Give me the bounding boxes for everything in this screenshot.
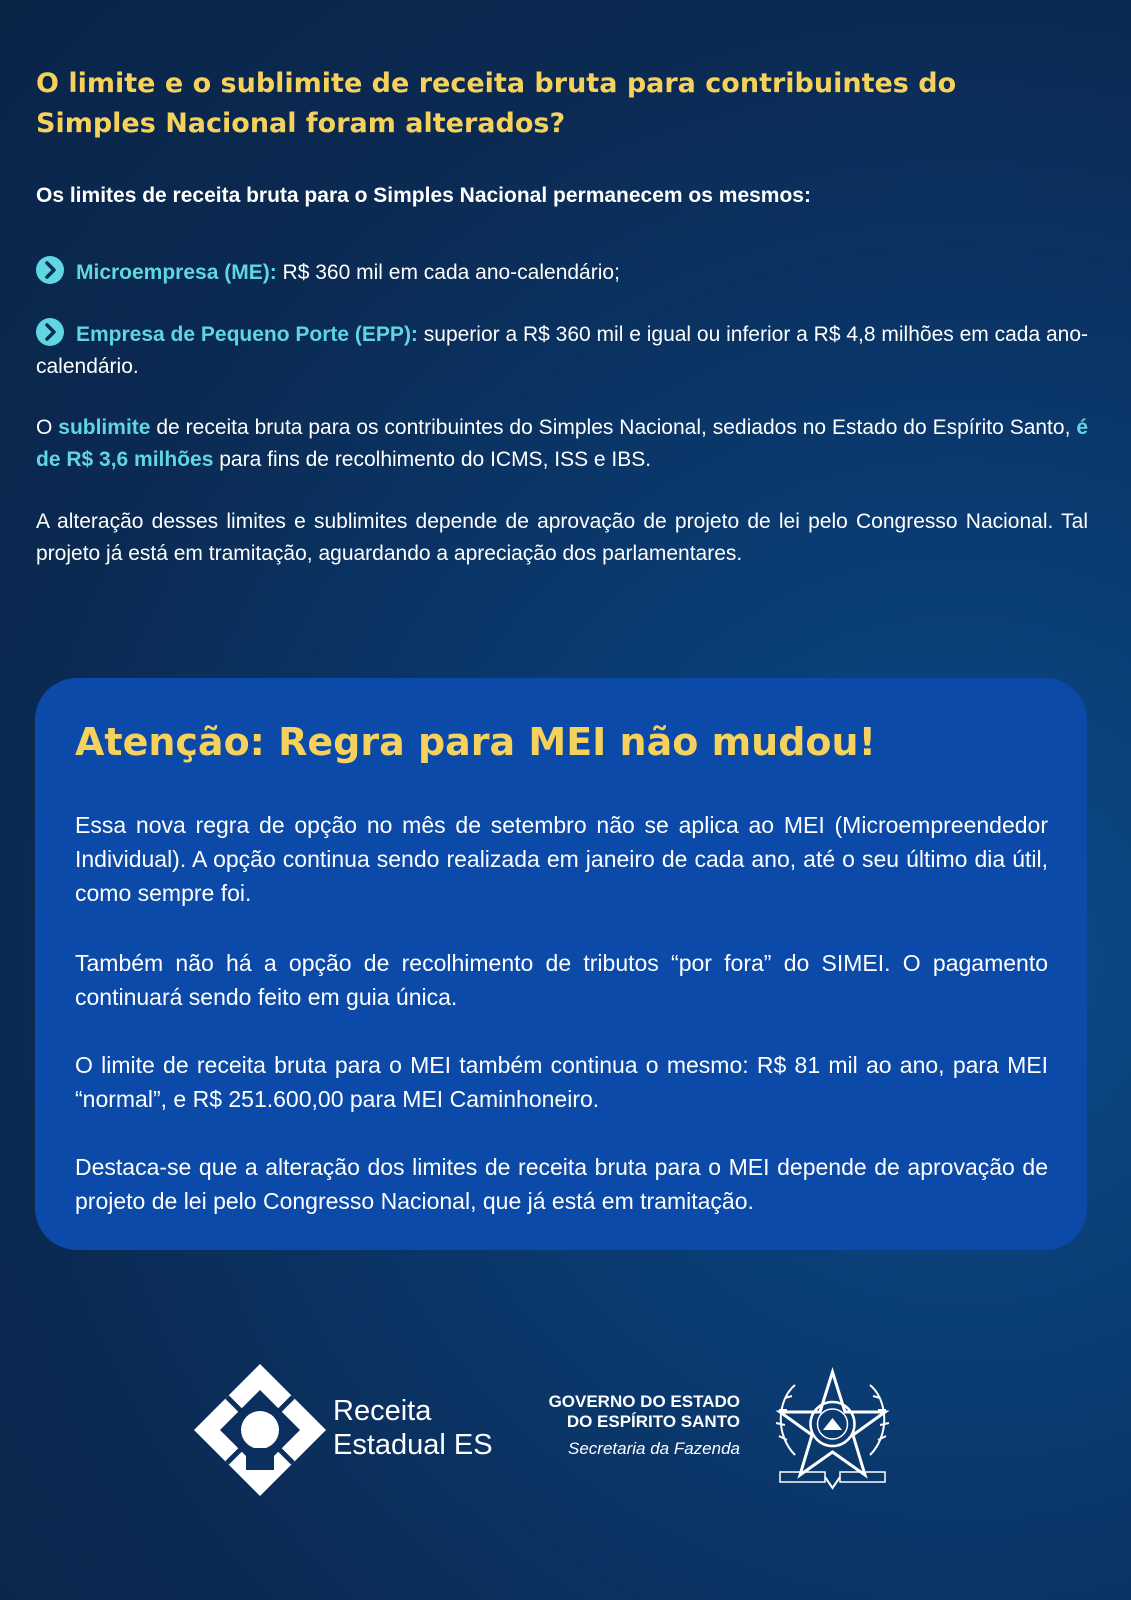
gov-line-3: Secretaria da Fazenda bbox=[568, 1439, 740, 1458]
government-wordmark bbox=[520, 1392, 740, 1462]
card-title: Atenção: Regra para MEI não mudou! bbox=[75, 720, 876, 764]
list-item-me bbox=[36, 256, 1088, 289]
sublimite-text-1: O bbox=[36, 416, 59, 439]
me-text: R$ 360 mil em cada ano-calendário; bbox=[276, 261, 620, 284]
gov-line-1: GOVERNO DO ESTADO bbox=[548, 1392, 740, 1411]
epp-text: superior a R$ 360 mil e igual ou inferior a R$ 4,8 milhões em cada ano-calendário. bbox=[36, 323, 1088, 378]
receita-estadual-logo-icon bbox=[190, 1360, 330, 1500]
chevron-right-icon bbox=[36, 318, 64, 346]
state-coat-of-arms-icon bbox=[765, 1360, 900, 1495]
receita-line-1: Receita bbox=[333, 1395, 432, 1427]
page-title: O limite e o sublimite de receita bruta para contribuintes do Simples Nacional foram alterados? bbox=[36, 68, 957, 139]
sublimite-text-2: de receita bruta para os contribuintes do Simples Nacional, sediados no Estado do Espírito Santo, bbox=[150, 416, 1077, 439]
epp-label: Empresa de Pequeno Porte (EPP): bbox=[76, 323, 418, 346]
sublimite-highlight: sublimite bbox=[58, 416, 151, 439]
chevron-right-icon bbox=[36, 256, 64, 284]
card-paragraph-1: Essa nova regra de opção no mês de setembro não se aplica ao MEI (Microempreendedor Individual). A opção continua sendo realizada em janeiro de cada ano, até o seu último dia útil, como sempre foi. bbox=[75, 812, 1048, 906]
mei-attention-card bbox=[35, 678, 1087, 1250]
card-paragraph-2: Também não há a opção de recolhimento de tributos “por fora” do SIMEI. O pagamento continuará sendo feito em guia única. bbox=[75, 950, 1048, 1010]
receita-estadual-wordmark bbox=[333, 1394, 493, 1462]
intro-text: Os limites de receita bruta para o Simples Nacional permanecem os mesmos: bbox=[36, 184, 811, 207]
alteracao-paragraph: A alteração desses limites e sublimites depende de aprovação de projeto de lei pelo Congresso Nacional. Tal projeto já está em tramitação, aguardando a apreciação dos parlamentares. bbox=[36, 510, 1088, 565]
sublimite-paragraph bbox=[36, 412, 1088, 476]
receita-line-2: Estadual ES bbox=[333, 1429, 493, 1461]
list-item-epp bbox=[36, 318, 1088, 383]
me-label: Microempresa (ME): bbox=[76, 261, 277, 284]
card-paragraph-3: O limite de receita bruta para o MEI também continua o mesmo: R$ 81 mil ao ano, para MEI “normal”, e R$ 251.600,00 para MEI Caminhoneiro. bbox=[75, 1052, 1048, 1112]
card-paragraph-4: Destaca-se que a alteração dos limites de receita bruta para o MEI depende de aprovação de projeto de lei pelo Congresso Nacional, que já está em tramitação. bbox=[75, 1154, 1048, 1214]
sublimite-value-highlight: é de R$ 3,6 milhões bbox=[36, 416, 1089, 471]
gov-line-2: DO ESPÍRITO SANTO bbox=[566, 1412, 740, 1431]
sublimite-text-3: para fins de recolhimento do ICMS, ISS e IBS. bbox=[213, 448, 652, 471]
